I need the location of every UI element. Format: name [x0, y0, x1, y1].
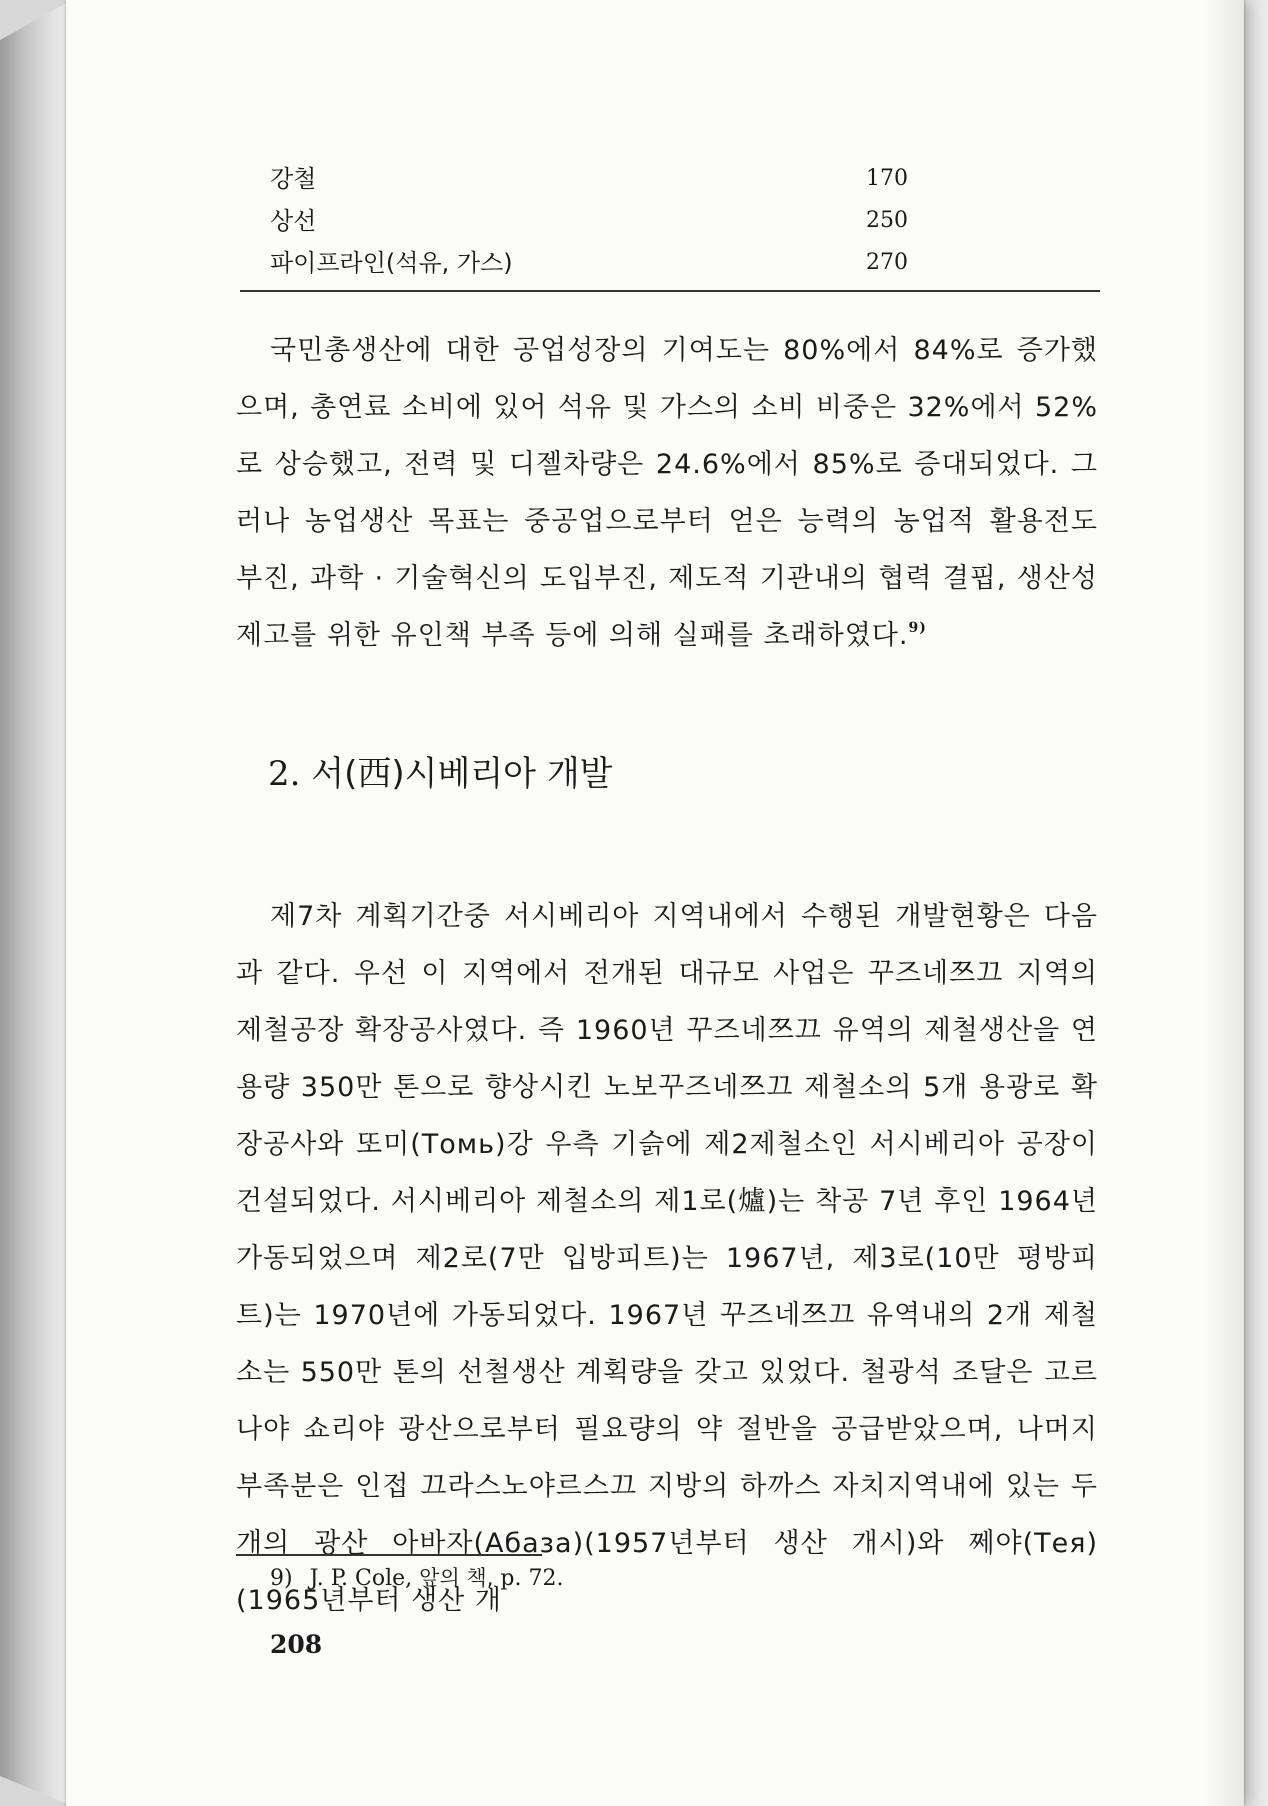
table-row [240, 158, 1098, 200]
table-row-label: 파이프라인(석유, 가스) [270, 249, 513, 277]
section-number: 2. [268, 754, 301, 794]
table-row-value: 250 [866, 208, 908, 233]
book-edge [0, 0, 72, 1806]
table-row-label: 강철 [270, 165, 317, 193]
table-row-value: 270 [866, 250, 908, 275]
table-row [240, 200, 1098, 242]
footnote-marker: 9) [270, 1566, 293, 1591]
data-table [240, 158, 1098, 284]
body-paragraph [236, 888, 1098, 1629]
table-row [240, 242, 1098, 284]
section-heading [268, 746, 613, 795]
paragraph-text: 국민총생산에 대한 공업성장의 기여도는 80%에서 84%로 증가했으며, 총연료 소비에 있어 석유 및 가스의 소비 비중은 32%에서 52%로 상승했고, 전력 및 디젤차량은 24.6%에서 85%로 증대되었다. 그러나 농업생산 목표는 중공업으로부터 얻은 능력의 농업적 활용전도 부진, 과학 · 기술혁신의 도입부진, 제도적 기관내의 협력 결핍, 생산성 제고를 위한 유인책 부족 등에 의해 실패를 초래하였다. [236, 335, 1098, 651]
page-number: 208 [270, 1630, 323, 1659]
footnote-rule [236, 1554, 542, 1556]
footnote-source: 앞의 책, [419, 1566, 494, 1590]
page-shadow [1204, 0, 1244, 1806]
section-title: 서(西)시베리아 개발 [311, 754, 613, 794]
table-row-value: 170 [866, 166, 908, 191]
table-row-label: 상선 [270, 207, 317, 235]
footnote [270, 1562, 563, 1595]
footnote-page: p. 72. [500, 1566, 564, 1591]
paragraph-text: 제7차 계획기간중 서시베리아 지역내에서 수행된 개발현황은 다음과 같다. 우선 이 지역에서 전개된 대규모 사업은 꾸즈네쯔끄 지역의 제철공장 확장공사였다. 즉 1960년 꾸즈네쯔끄 유역의 제철생산을 연용량 350만 톤으로 향상시킨 노보꾸즈네쯔끄 제철소의 5개 용광로 확장공사와 또미(Томь)강 우측 기슭에 제2제철소인 서시베리아 공장이 건설되었다. 서시베리아 제철소의 제1로(爐)는 착공 7년 후인 1964년 가동되었으며 제2로(7만 입방피트)는 1967년, 제3로(10만 평방피트)는 1970년에 가동되었다. 1967년 꾸즈네쯔끄 유역내의 2개 제철소는 550만 톤의 선철생산 계획량을 갖고 있었다. 철광석 조달은 고르나야 쇼리야 광산으로부터 필요량의 약 절반을 공급받았으며, 나머지 부족분은 인접 끄라스노야르스끄 지방의 하까스 자치지역내에 있는 두 개의 광산 아바자(Абаза)(1957년부터 생산 개시)와 쩨야(Тея)(1965년부터 생산 개 [236, 901, 1098, 1616]
footnote-author: J. P. Cole, [309, 1566, 413, 1591]
body-paragraph [236, 322, 1098, 664]
footnote-reference: 9) [908, 620, 927, 636]
table-bottom-rule [240, 290, 1100, 292]
